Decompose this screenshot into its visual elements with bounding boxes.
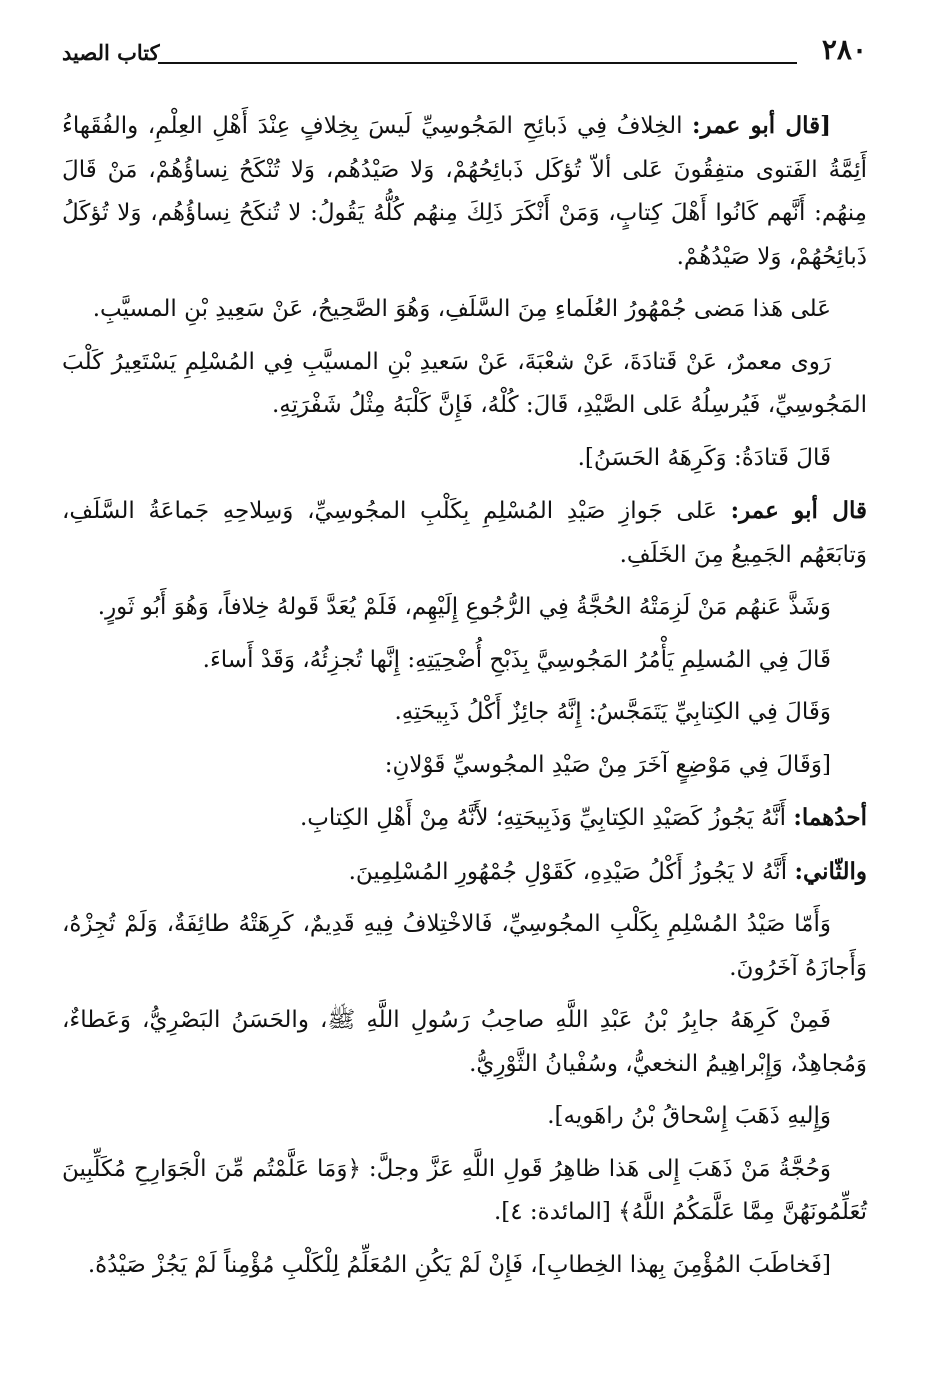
paragraph-lead: والثّاني: xyxy=(794,857,867,885)
paragraph-text: وَإِليهِ ذَهَبَ إِسْحاقُ بْنُ راهَويه]. xyxy=(547,1103,831,1129)
paragraph-lead: أحدُهما: xyxy=(793,804,867,831)
paragraph-9 xyxy=(62,744,867,788)
page-body xyxy=(62,104,867,1296)
paragraph-text: [وَقَالَ فِي مَوْضِعٍ آخَرَ مِنْ صَيْدِ المجُوسيِّ قَوْلانِ: xyxy=(384,751,831,778)
page-header xyxy=(62,30,867,70)
paragraph-lead: قال أبو عمر: xyxy=(730,497,867,524)
paragraph-12 xyxy=(62,903,867,990)
paragraph-2 xyxy=(62,288,867,332)
paragraph-text: رَوى معمرٌ، عَنْ قَتادَةَ، عَنْ شعْبَةَ، عَنْ سَعيدِ بْنِ المسيَّبِ فِي المُسْلِمِ يَسْتَعِيرُ كَلْبَ المَجُوسِيِّ، فَيُرسِلُهُ عَلى الصَّيْدِ، قَالَ: كُلْهُ، فَإِنَّ كَلْبَهُ مِثْلُ شَفْرَتِهِ. xyxy=(62,348,867,418)
paragraph-8 xyxy=(62,691,867,735)
paragraph-text: عَلى هَذا مَضى جُمْهُورُ العُلَماءِ مِنَ السَّلَفِ، وَهُوَ الصَّحِيحُ، عَنْ سَعِيدِ بْنِ المسيَّبِ. xyxy=(92,296,831,322)
paragraph-text: وَقَالَ فِي الكِتابِيِّ يَتَمَجَّسُ: إِنَّهُ جائِزٌ أَكْلُ ذَبِيحَتِهِ. xyxy=(394,699,831,725)
paragraph-5 xyxy=(62,489,867,577)
paragraph-14 xyxy=(62,1095,867,1139)
paragraph-1 xyxy=(62,104,867,279)
paragraph-text: [فَخاطَبَ المُؤْمِنَ بِهذا الخِطابِ]، فَإِنْ لَمْ يَكُنِ المُعَلِّمُ لِلْكَلْبِ مُؤْمِناً لَمْ يَجُزْ صَيْدُهُ. xyxy=(87,1251,831,1278)
paragraph-16 xyxy=(62,1244,867,1288)
paragraph-lead: [قال أبو عمر: xyxy=(692,112,831,139)
paragraph-7 xyxy=(62,639,867,683)
page-number: ٢٨٠ xyxy=(821,33,867,66)
paragraph-15 xyxy=(62,1148,867,1235)
paragraph-6 xyxy=(62,586,867,630)
paragraph-text: أَنَّهُ لا يَجُوزُ أَكْلُ صَيْدِهِ، كَقَوْلِ جُمْهُورِ المُسْلِمِينَ. xyxy=(348,858,795,885)
paragraph-11 xyxy=(62,850,867,895)
paragraph-text: وَأَمّا صَيْدُ المُسْلِمِ بِكَلْبِ المجُوسِيِّ، فَالاخْتِلافُ فِيهِ قَدِيمٌ، كَرِهَتْهُ طائِفَةٌ، وَلَمْ تُجِزْهُ، وَأَجازَهُ آخَرُونَ. xyxy=(62,911,867,981)
paragraph-text: وَشَذَّ عَنهُم مَنْ لَزِمَتْهُ الحُجَّةُ فِي الرُّجُوعِ إِلَيْهِم، فَلَمْ يُعَدَّ قَولهُ خِلافاً، وَهُوَ أَبُو ثَورٍ. xyxy=(97,594,831,620)
paragraph-text: أَنَّهُ يَجُوزُ كَصَيْدِ الكِتابِيِّ وَذَبِيحَتِهِ؛ لأَنَّهُ مِنْ أَهْلِ الكِتابِ. xyxy=(299,805,794,831)
paragraph-text: قَالَ قَتادَةُ: وَكَرِهَهُ الحَسَنُ]. xyxy=(577,444,831,471)
paragraph-3 xyxy=(62,341,867,428)
paragraph-10 xyxy=(62,796,867,841)
paragraph-text: وَحُجَّةُ مَنْ ذَهَبَ إِلى هَذا ظاهِرُ قَولِ اللَّهِ عَزَّ وجلَّ: ﴿وَمَا عَلَّمْتُم مِّنَ الْجَوَارِحِ مُكَلِّبِينَ تُعَلِّمُونَهُنَّ مِمَّا عَلَّمَكُمُ اللَّهُ﴾ [المائدة: ٤]. xyxy=(62,1155,867,1225)
header-rule xyxy=(158,62,797,64)
paragraph-text: الخِلافُ فِي ذَبائِحِ المَجُوسِيِّ لَيسَ بِخِلافٍ عِنْدَ أَهْلِ العِلْمِ، والفُقَهاءُ أَئِمَّةُ الفَتوى متفِقُونَ عَلى ألاّ تُؤكَل ذَبائِحُهُمْ، وَلا صَيْدُهُم، وَلا تُنْكَحُ نِساؤُهُمْ، مَنْ قَالَ مِنهُم: أَنَّهم كَانُوا أَهْلَ كِتابٍ، وَمَنْ أَنْكَرَ ذَلِكَ مِنهُم كُلُّهُ يَقُولُ: لا تُنكَحُ نِساؤُهُم، وَلا تُؤكَلُ ذَبائِحُهُمْ، وَلا صَيْدُهُمْ. xyxy=(62,113,867,270)
paragraph-text: فَمِنْ كَرِهَهُ جابِرُ بْنُ عَبْدِ اللَّهِ صاحِبُ رَسُولِ اللَّهِ ﷺ، والحَسَنُ البَصْرِيُّ، وَعَطاءٌ، وَمُجاهِدٌ، وَإِبْراهِيمُ النخعيُّ، وسُفْيانُ الثَّوْرِيُّ. xyxy=(62,1007,867,1077)
paragraph-4 xyxy=(62,437,867,481)
paragraph-text: قَالَ فِي المُسلِمِ يَأْمُرُ المَجُوسِيَّ بِذَبْحِ أُضْحِيَتِهِ: إِنَّها تُجزِئُهُ، وَقَدْ أَساءَ. xyxy=(202,646,831,673)
paragraph-13 xyxy=(62,999,867,1086)
running-title: كتاب الصيد xyxy=(62,40,160,65)
paragraph-text: عَلى جَوازِ صَيْدِ المُسْلِمِ بِكَلْبِ المجُوسِيِّ، وَسِلاحِهِ جَماعَةُ السَّلَفِ، وَتابَعَهُم الجَمِيعُ مِنَ الخَلَفِ. xyxy=(62,498,867,568)
